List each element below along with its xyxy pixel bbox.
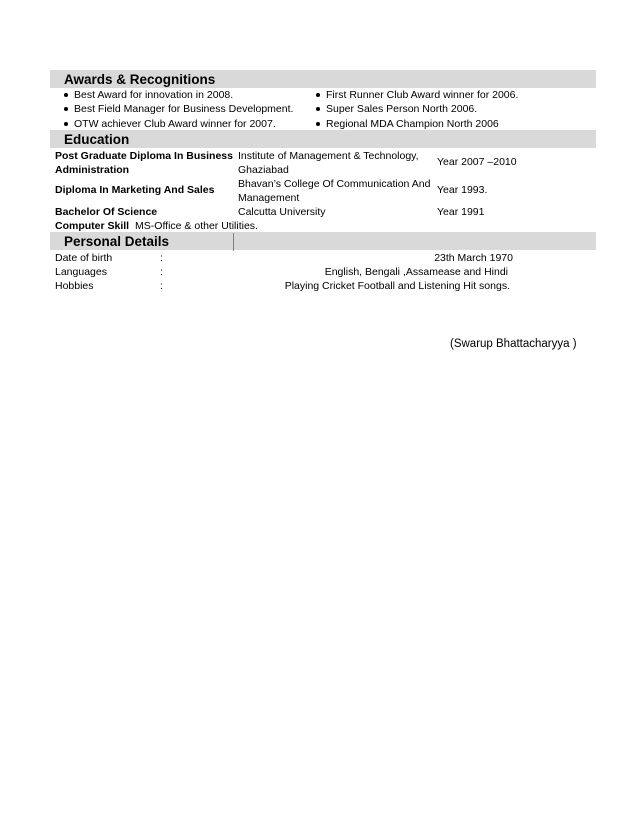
education-institute: Bhavan’s College Of Communication And xyxy=(238,178,431,190)
personal-label: Date of birth xyxy=(55,252,113,264)
computer-skill-label: Computer Skill xyxy=(55,220,130,232)
education-section-header xyxy=(50,130,596,148)
education-institute: Institute of Management & Technology, xyxy=(238,150,419,162)
education-degree: Administration xyxy=(55,164,130,176)
awards-right-list xyxy=(314,88,518,131)
award-item: Best Award for innovation in 2008. xyxy=(62,88,293,102)
education-degree: Post Graduate Diploma In Business xyxy=(55,150,233,162)
computer-skill-value: MS-Office & other Utilities. xyxy=(135,220,258,232)
signature: (Swarup Bhattacharyya ) xyxy=(450,338,577,350)
award-item: OTW achiever Club Award winner for 2007. xyxy=(62,117,293,131)
personal-separator: : xyxy=(160,252,163,264)
personal-value: English, Bengali ,Assamease and Hindi xyxy=(324,266,508,278)
education-degree: Bachelor Of Science xyxy=(55,206,158,218)
personal-label: Hobbies xyxy=(55,280,94,292)
awards-section-header xyxy=(50,70,596,88)
education-year: Year 1993. xyxy=(437,184,488,196)
personal-label: Languages xyxy=(55,266,107,278)
education-year: Year 2007 –2010 xyxy=(437,156,517,168)
computer-skill xyxy=(55,219,258,233)
personal-value: Playing Cricket Football and Listening Hit songs. xyxy=(284,280,510,292)
personal-title: Personal Details xyxy=(64,234,170,249)
education-degree: Diploma In Marketing And Sales xyxy=(55,184,215,196)
education-year: Year 1991 xyxy=(437,206,485,218)
education-title: Education xyxy=(64,132,130,147)
education-institute: Management xyxy=(238,192,300,204)
award-item: Super Sales Person North 2006. xyxy=(314,102,518,116)
education-institute: Calcutta University xyxy=(238,206,326,218)
award-item: Best Field Manager for Business Development. xyxy=(62,102,293,116)
column-divider xyxy=(233,233,234,251)
award-item: Regional MDA Champion North 2006 xyxy=(314,117,518,131)
personal-separator: : xyxy=(160,280,163,292)
award-item: First Runner Club Award winner for 2006. xyxy=(314,88,518,102)
personal-separator: : xyxy=(160,266,163,278)
personal-section-header xyxy=(50,232,596,250)
awards-title: Awards & Recognitions xyxy=(64,72,216,87)
education-institute: Ghaziabad xyxy=(238,164,289,176)
personal-value: 23th March 1970 xyxy=(434,252,513,264)
awards-left-list xyxy=(62,88,293,131)
